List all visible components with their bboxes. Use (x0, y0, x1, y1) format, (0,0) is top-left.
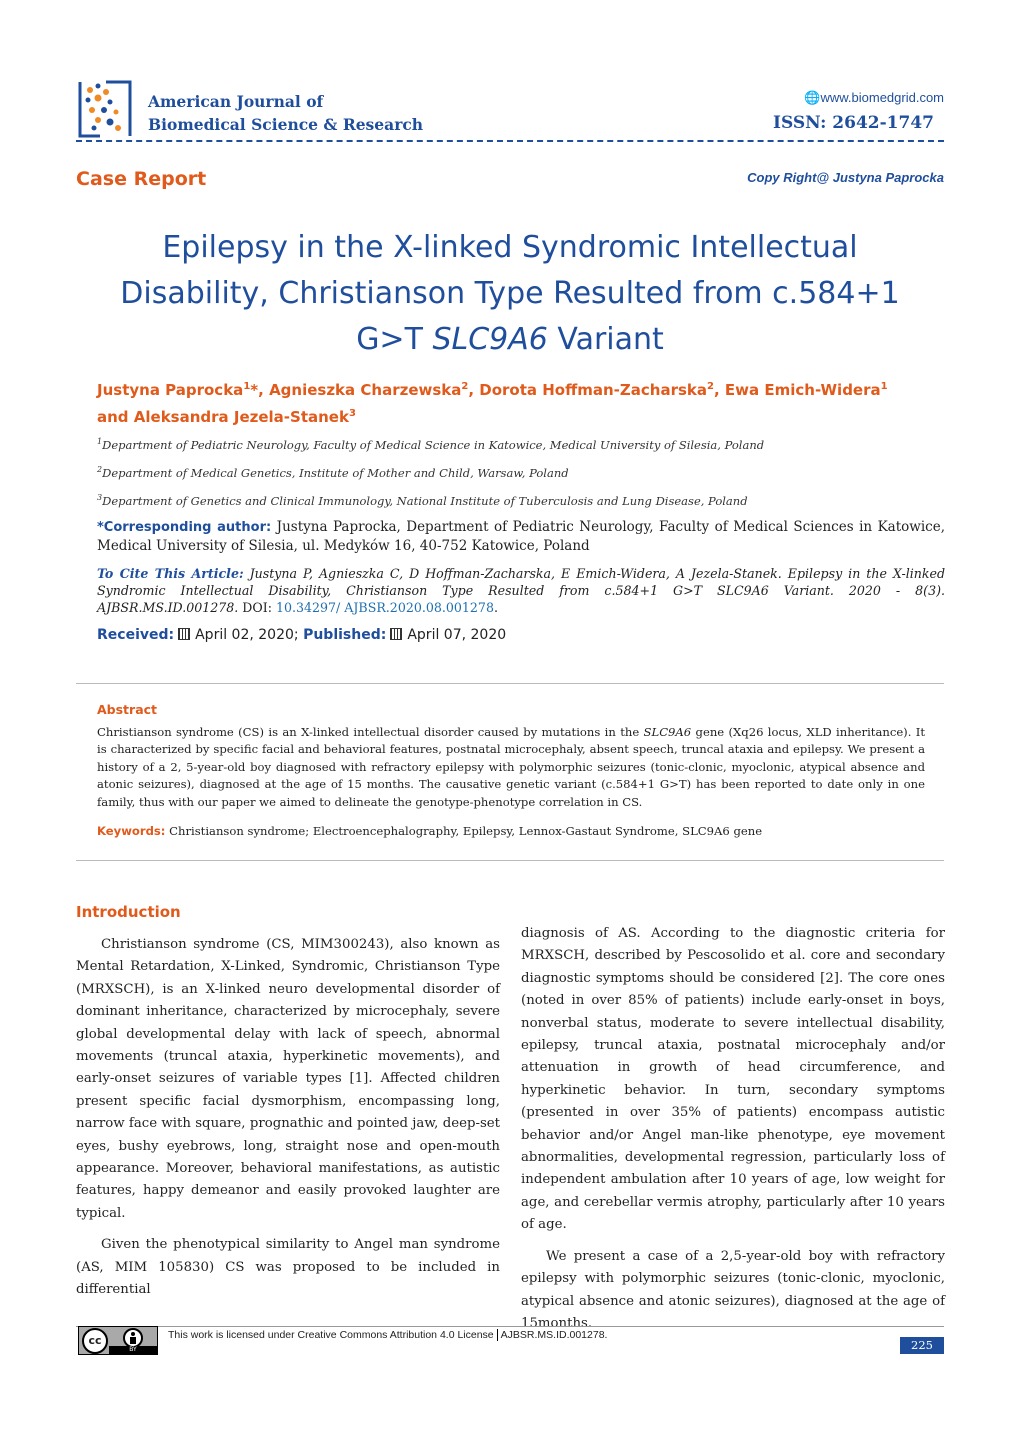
article-title: Epilepsy in the X-linked Syndromic Intellectual Disability, Christianson Type Resulted from c.584+1 G>T SLC9A6 Variant (120, 230, 900, 357)
abstract-text: Christianson syndrome (CS) is an X-linked intellectual disorder caused by mutations in the SLC9A6 gene (Xq26 locus, XLD inheritance). It is characterized by specific facial and behavioral features, postnatal microcephaly, absent speech, truncal ataxia and epilepsy. We present a history of a 2, 5-year-old boy diagnosed with refractory epilepsy with polymorphic seizures (tonic-clonic, myoclonic, atypical absence and atonic seizures), diagnosed at the age of 15 months. The causative genetic variant (c.584+1 G>T) has been reported to date only in one family, thus with our paper we aimed to delineate the genotype-phenotype correlation in CS. (97, 725, 925, 809)
by-label: BY (109, 1346, 157, 1354)
divider (76, 683, 944, 684)
citation: To Cite This Article: Justyna P, Agnieszka C, D Hoffman-Zacharska, E Emich-Widera, A Jezela-Stanek. Epilepsy in the X-linked Syndromic Intellectual Disability, Christianson Type Resulted from c.584+1 G>T SLC9A6 Variant. 2020 - 8(3). AJBSR.MS.ID.001278. DOI: 10.34297/ AJBSR.2020.08.001278. (97, 566, 946, 615)
globe-icon: 🌐 (804, 90, 821, 105)
cc-icon: cc (82, 1328, 108, 1354)
footer-divider (76, 1326, 944, 1327)
website-link[interactable]: 🌐www.biomedgrid.com (804, 90, 944, 105)
issn: ISSN: 2642-1747 (773, 113, 934, 133)
article-type: Case Report (76, 168, 207, 190)
affiliation: $^3$Department of Genetics and Clinical Immunology, National Institute of Tuberculosis and Lung Disease, Poland (97, 493, 748, 508)
license-text: This work is licensed under Creative Commons Attribution 4.0 License AJBSR.MS.ID.001278. (168, 1329, 608, 1341)
affiliation: $^1$Department of Pediatric Neurology, Faculty of Medical Science in Katowice, Medical University of Silesia, Poland (97, 437, 765, 452)
left-column: Christianson syndrome (CS, MIM300243), also known as Mental Retardation, X-Linked, Syndromic, Christianson Type (MRXSCH), is an X-linked neuro developmental disorder of dominant inheritance, characterized by microcephaly, severe global developmental delay with lack of speech, abnormal movements (truncal ataxia, hyperkinetic movements), and early-onset seizures of variable types [1]. Affected children present specific facial dysmorphism, encompassing long, narrow face with square, prognathic and pointed jaw, deep-set eyes, bushy eyebrows, long, straight nose and open-mouth appearance. Moreover, behavioral manifestations, as autistic features, happy demeanor and easily provoked laughter are typical. Given the phenotypical similarity to Angel man syndrome (AS, MIM 105830) CS was proposed to be included in differential (76, 937, 500, 1298)
page-number: 225 (900, 1337, 944, 1354)
person-icon (123, 1328, 143, 1348)
journal-logo (76, 78, 134, 140)
dates: Received: April 02, 2020; Published: April 07, 2020 (97, 627, 507, 643)
author-list: Justyna Paprocka$^1$*, Agnieszka Charzewska$^2$, Dorota Hoffman-Zacharska$^2$, Ewa Emich-Widera$^1$ and Aleksandra Jezela-Stanek$^3$ (97, 381, 888, 426)
affiliation: $^2$Department of Medical Genetics, Institute of Mother and Child, Warsaw, Poland (97, 465, 569, 480)
keywords: Keywords: Christianson syndrome; Electroencephalography, Epilepsy, Lennox-Gastaut Syndrome, SLC9A6 gene (97, 824, 763, 838)
introduction-heading: Introduction (76, 903, 181, 921)
logo-dna-icon (76, 78, 134, 140)
calendar-icon (178, 628, 190, 640)
journal-name: American Journal of Biomedical Science & Research (148, 92, 424, 134)
cc-license-badge[interactable] (78, 1326, 158, 1355)
header-divider (76, 140, 944, 142)
abstract-heading: Abstract (97, 702, 158, 717)
right-column: diagnosis of AS. According to the diagnostic criteria for MRXSCH, described by Pescosolido et al. core and secondary diagnostic symptoms should be considered [2]. The core ones (noted in over 85% of patients) include early-onset in boys, nonverbal status, moderate to severe intellectual disability, epilepsy, truncal ataxia, postnatal microcephaly and/or attenuation in growth of head circumference, and hyperkinetic behavior. In turn, secondary symptoms (presented in over 35% of patients) encompass autistic behavior and/or Angel man-like phenotype, eye movement abnormalities, developmental regression, particularly loss of independent ambulation after 10 years of age, low weight for age, and cerebellar vermis atrophy, particularly after 10 years of age. We present a case of a 2,5-year-old boy with refractory epilepsy with polymorphic seizures (tonic-clonic, myoclonic, atypical absence and atonic seizures), diagnosed at the age of 15months. (521, 926, 945, 1331)
copyright: Copy Right@ Justyna Paprocka (747, 170, 944, 185)
calendar-icon (390, 628, 402, 640)
corresponding-author: *Corresponding author: Justyna Paprocka, Department of Pediatric Neurology, Faculty of Medical Sciences in Katowice, Medical University of Silesia, ul. Medyków 16, 40-752 Katowice, Poland (97, 519, 945, 554)
doi-link[interactable]: 10.34297/ AJBSR.2020.08.001278 (275, 600, 494, 615)
divider (76, 860, 944, 861)
